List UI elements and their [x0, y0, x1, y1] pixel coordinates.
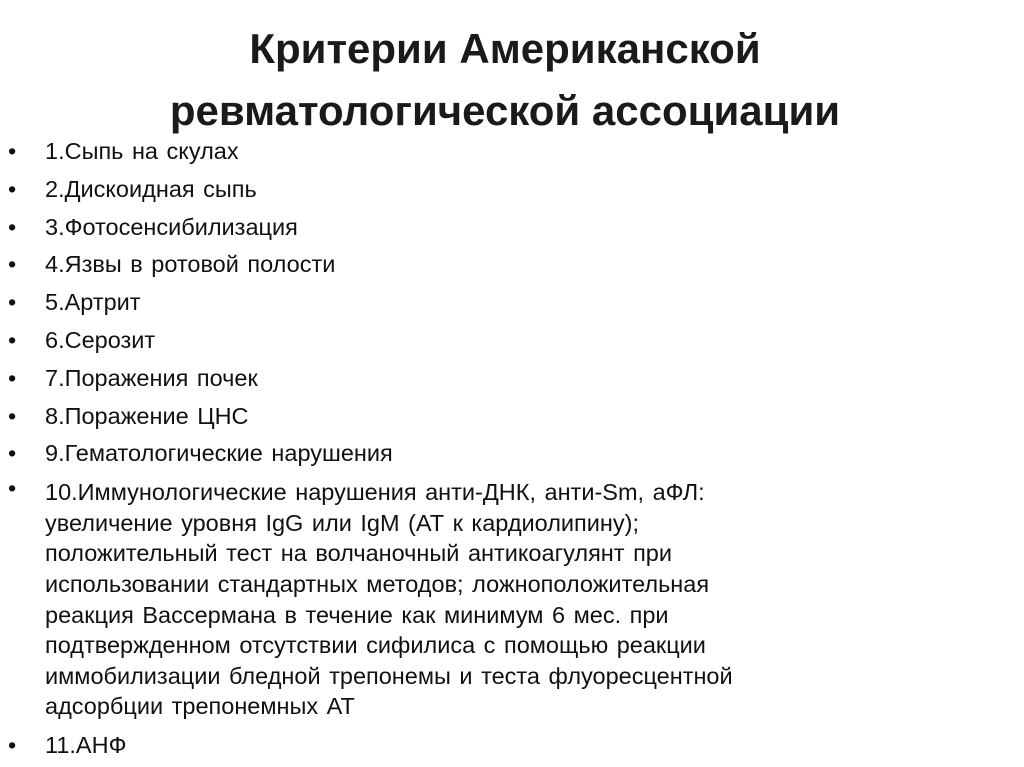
- title-line-1: Критерии Американской: [249, 25, 761, 72]
- criteria-item-text: 11.АНФ: [45, 731, 127, 758]
- criteria-item-11: [0, 727, 1000, 765]
- criteria-item-text: 8.Поражение ЦНС: [45, 402, 249, 429]
- criteria-item-text: 2.Дискоидная сыпь: [45, 175, 257, 202]
- criteria-item-10-line-8: адсорбции трепонемных АТ: [45, 693, 355, 720]
- criteria-item-4: [0, 246, 1000, 284]
- criteria-item-10-line-3: положительный тест на волчаночный антикоагулянт при: [45, 540, 673, 567]
- bullet-icon: •: [8, 326, 17, 353]
- criteria-item-10-line-6: подтвержденном отсутствии сифилиса с помощью реакции: [45, 632, 706, 659]
- criteria-item-8: [0, 398, 1000, 436]
- slide-title: [80, 18, 930, 142]
- bullet-icon: •: [8, 213, 17, 240]
- criteria-item-9: [0, 435, 1000, 473]
- criteria-item-10: [0, 473, 1000, 727]
- criteria-item-10-line-4: использовании стандартных методов; ложноположительная: [45, 570, 710, 597]
- criteria-item-text: 6.Серозит: [45, 326, 156, 353]
- criteria-item-10-line-5: реакция Вассермана в течение как минимум 6 мес. при: [45, 601, 669, 628]
- criteria-item-text: 7.Поражения почек: [45, 364, 258, 391]
- criteria-item-2: [0, 171, 1000, 209]
- bullet-icon: •: [8, 440, 17, 467]
- criteria-item-7: [0, 360, 1000, 398]
- title-line-2: ревматологической ассоциации: [169, 87, 841, 134]
- bullet-icon: •: [8, 402, 17, 429]
- criteria-item-text: 9.Гематологические нарушения: [45, 440, 393, 467]
- criteria-item-text: 3.Фотосенсибилизация: [45, 213, 298, 240]
- bullet-icon: •: [8, 251, 17, 278]
- bullet-icon: •: [8, 175, 17, 202]
- criteria-item-6: [0, 322, 1000, 360]
- bullet-icon: •: [8, 289, 17, 316]
- criteria-item-text: 4.Язвы в ротовой полости: [45, 251, 336, 278]
- criteria-item-3: [0, 209, 1000, 247]
- criteria-item-1: [0, 133, 1000, 171]
- criteria-item-text: 1.Сыпь на скулах: [45, 138, 239, 164]
- bullet-icon: •: [8, 138, 17, 164]
- criteria-item-10-line-7: иммобилизации бледной трепонемы и теста флуоресцентной: [45, 662, 733, 689]
- criteria-item-5: [0, 284, 1000, 322]
- criteria-item-text: 5.Артрит: [45, 289, 141, 316]
- bullet-icon: •: [8, 364, 17, 391]
- criteria-list: [0, 133, 1000, 765]
- criteria-item-10-line-1: 10.Иммунологические нарушения анти-ДНК, анти-Sm, аФЛ:: [45, 479, 705, 506]
- bullet-icon: •: [8, 475, 17, 502]
- bullet-icon: •: [8, 731, 17, 758]
- criteria-item-10-line-2: увеличение уровня IgG или IgM (АТ к кардиолипину);: [45, 509, 639, 536]
